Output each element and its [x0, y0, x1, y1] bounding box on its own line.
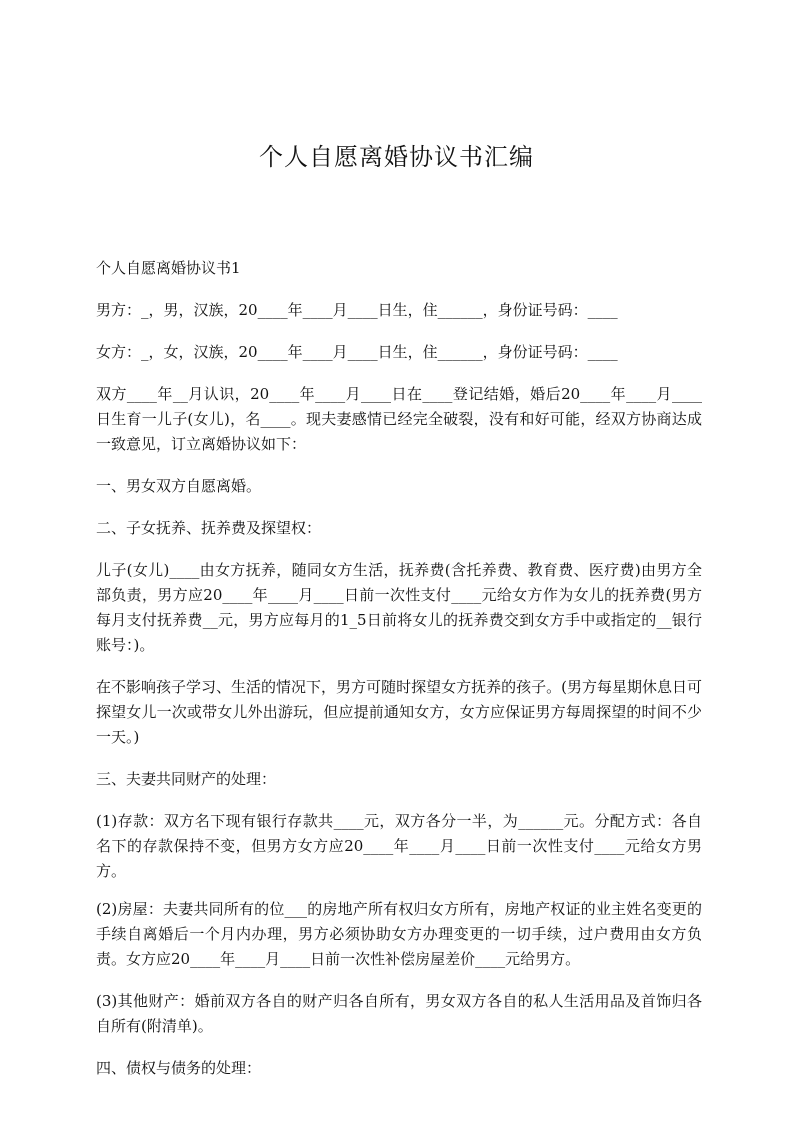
clause-3-heading: 三、夫妻共同财产的处理：: [96, 770, 277, 788]
clause-2-heading: 二、子女抚养、抚养费及探望权：: [96, 519, 322, 537]
visitation-paragraph: 在不影响孩子学习、生活的情况下，男方可随时探望女方抚养的孩子。(男方每星期休息日可探望女儿一次或带女儿外出游玩，但应提前通知女方，女方应保证男方每周探望的时间不少一天。): [96, 678, 702, 746]
female-party-line: 女方：_，女，汉族，20____年____月____日生，住______，身份证号码：____: [96, 343, 618, 361]
other-property-paragraph: (3)其他财产：婚前双方各自的财产归各自所有，男女双方各自的私人生活用品及首饰归各自所有(附清单)。: [96, 992, 702, 1035]
clause-4-heading: 四、债权与债务的处理：: [96, 1059, 262, 1077]
deposit-paragraph: (1)存款：双方名下现有银行存款共____元，双方各分一半，为______元。分配方式：各自名下的存款保持不变，但男方女方应20____年____月____日前一次性支付____元给女方男方。: [96, 812, 702, 880]
male-party-line: 男方：_，男，汉族，20____年____月____日生，住______，身份证号码：____: [96, 301, 618, 319]
section-heading: 个人自愿离婚协议书1: [96, 259, 241, 277]
clause-1-heading: 一、男女双方自愿离婚。: [96, 477, 262, 495]
house-paragraph: (2)房屋：夫妻共同所有的位___的房地产所有权归女方所有，房地产权证的业主姓名变更的手续自离婚后一个月内办理，男方必须协助女方办理变更的一切手续，过户费用由女方负责。女方应20____年____月____日前一次性补偿房屋差价____元给男方。: [96, 900, 702, 968]
marriage-background-paragraph: 双方____年__月认识，20____年____月____日在____登记结婚，婚后20____年____月____日生育一儿子(女儿)，名____。现夫妻感情已经完全破裂，没有和好可能，经双方协商达成一致意见，订立离婚协议如下：: [96, 385, 702, 453]
child-support-paragraph: 儿子(女儿)____由女方抚养，随同女方生活，抚养费(含托养费、教育费、医疗费)由男方全部负责，男方应20____年____月____日前一次性支付____元给女方作为女儿的抚养费(男方每月支付抚养费__元，男方应每月的1_5日前将女儿的抚养费交到女方手中或指定的__银行账号：)。: [96, 561, 702, 654]
document-title: 个人自愿离婚协议书汇编: [259, 143, 534, 171]
document-body: [96, 256, 702, 1098]
